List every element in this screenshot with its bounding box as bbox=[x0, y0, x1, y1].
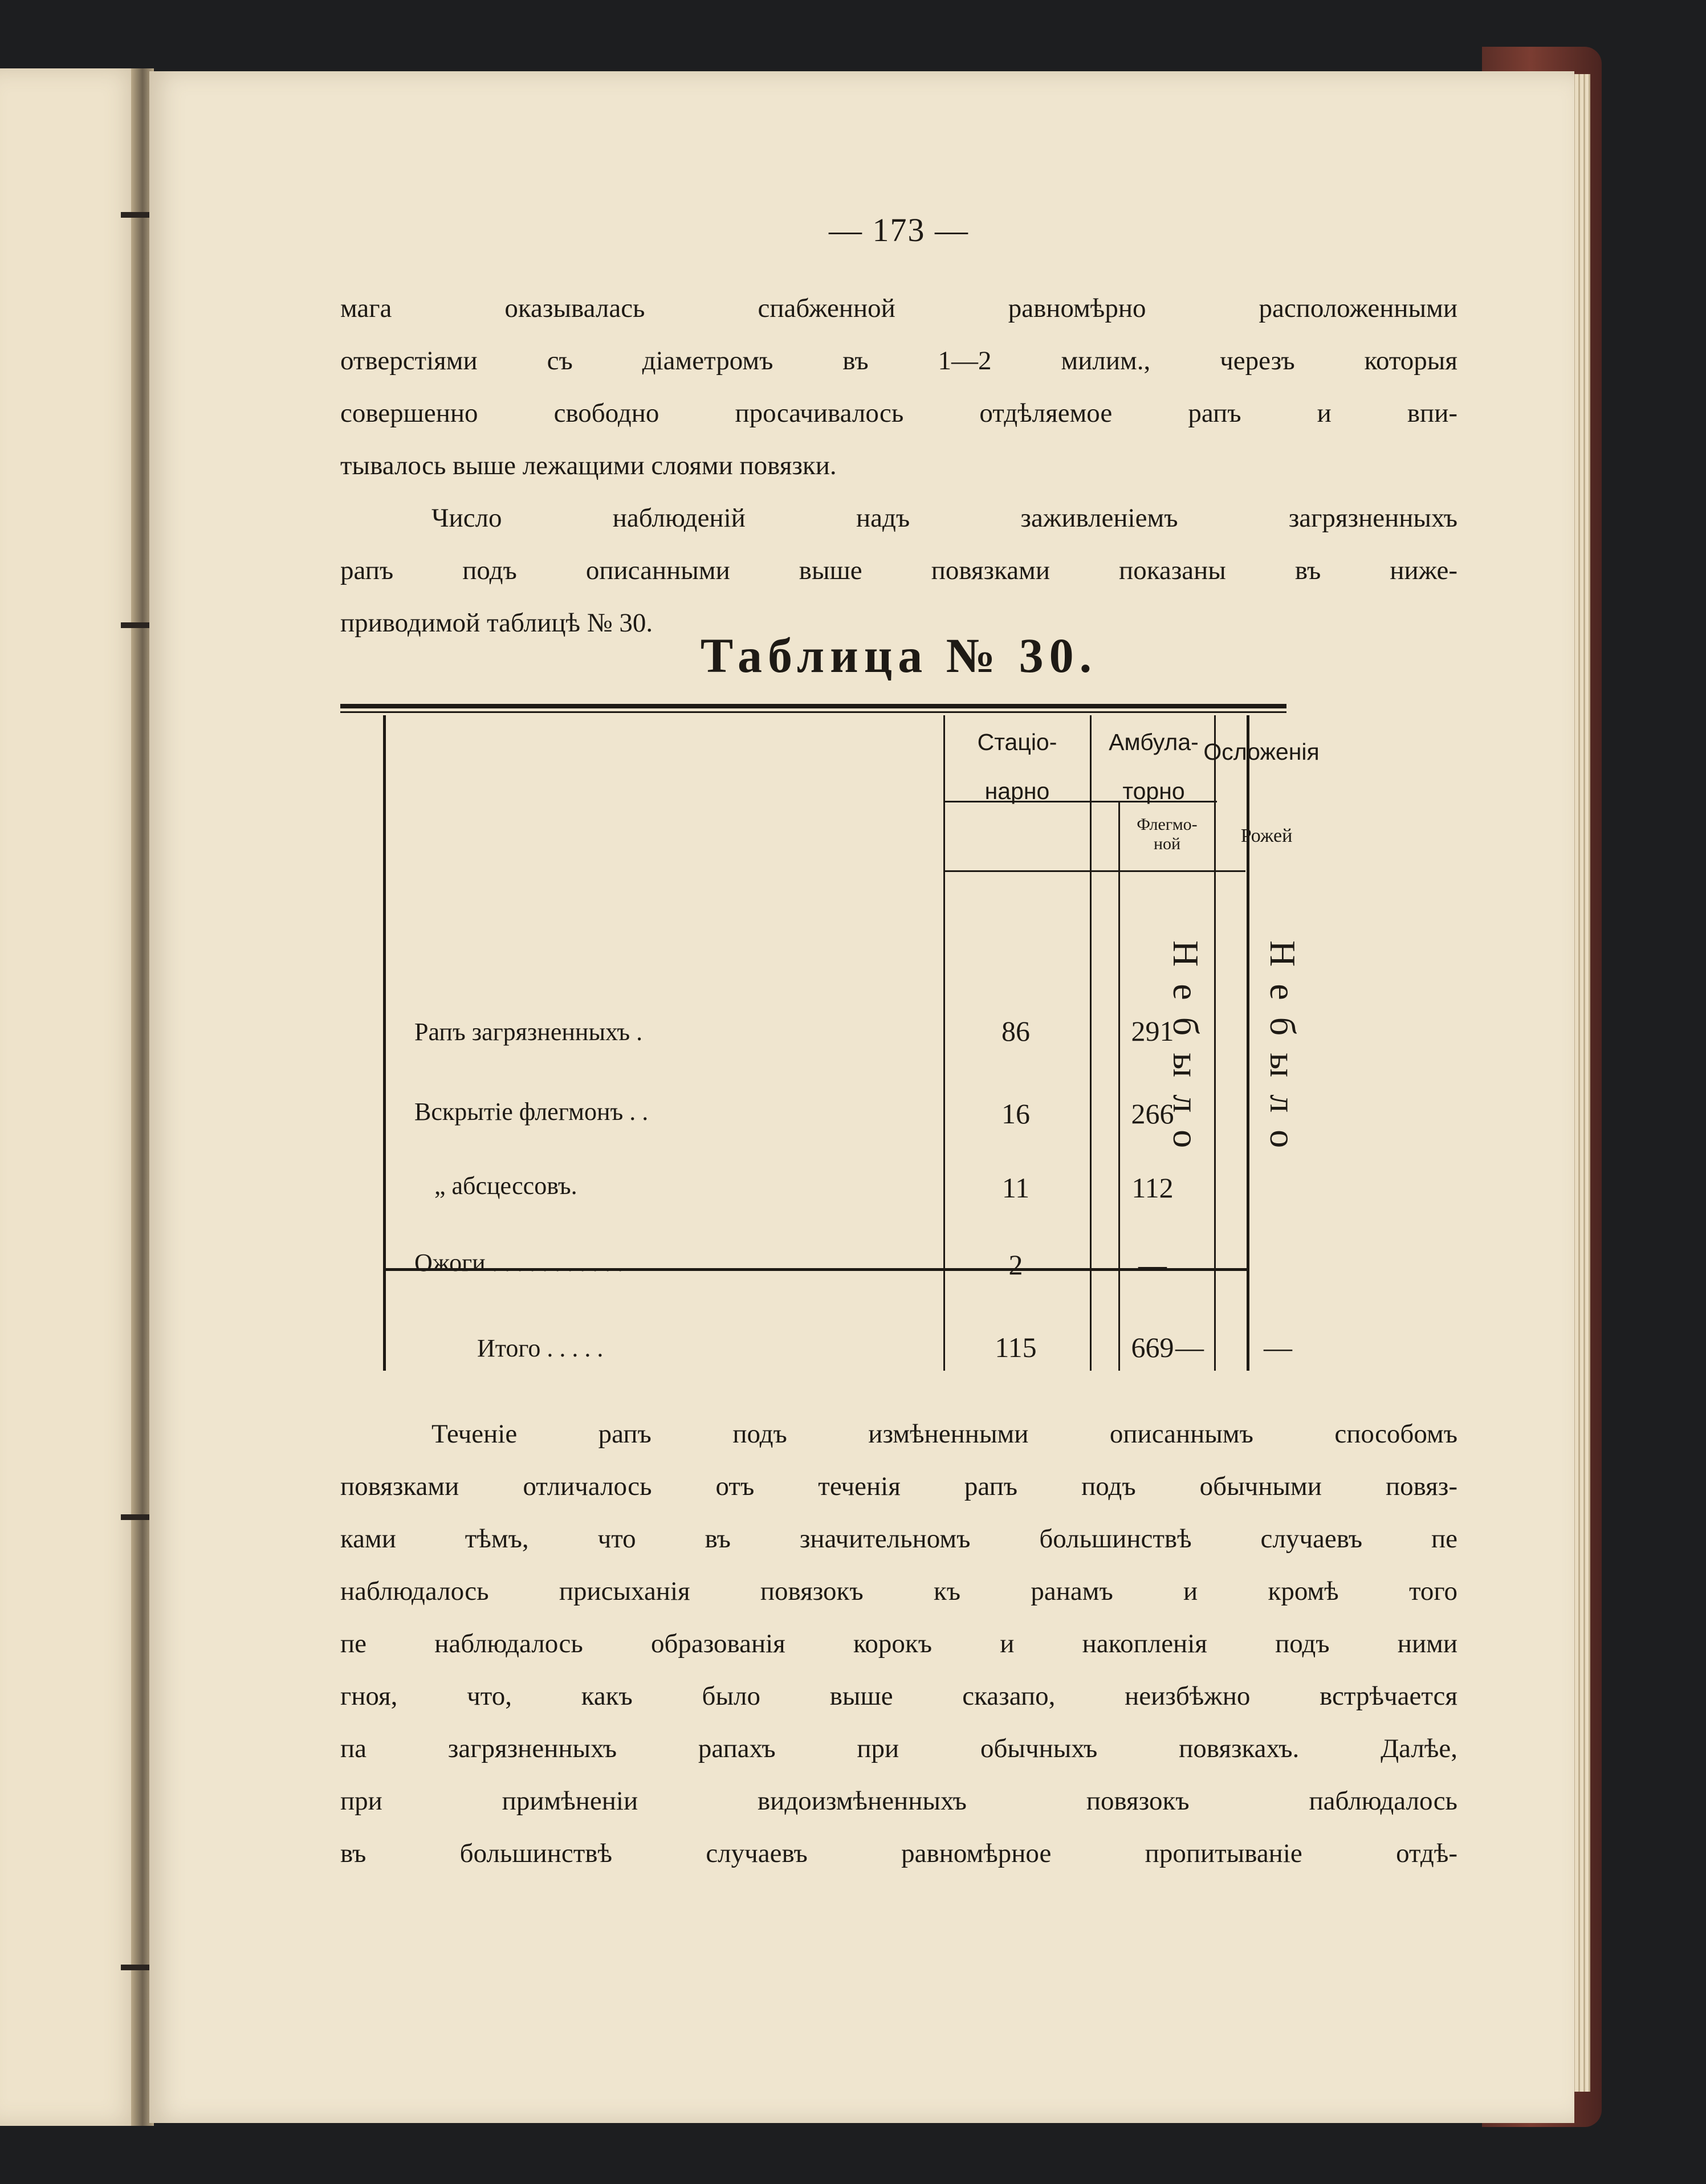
text-line: Число наблюденій надъ заживленіемъ загрязненныхъ bbox=[431, 503, 1457, 533]
column-divider bbox=[943, 715, 945, 1371]
total-label: Итого . . . . . bbox=[477, 1334, 604, 1362]
column-divider bbox=[1090, 715, 1092, 1371]
right-page bbox=[149, 71, 1574, 2123]
text-line: повязками отличалось отъ теченія рапъ подъ обычными повяз- bbox=[340, 1472, 1457, 1501]
text-line: приводимой таблицѣ № 30. bbox=[340, 608, 653, 638]
cell-ambulatory: 112 bbox=[1131, 1172, 1174, 1204]
table-top-rule bbox=[340, 711, 1286, 713]
cell-stationary: 11 bbox=[1001, 1172, 1030, 1204]
cell-ambulatory: — bbox=[1138, 1249, 1167, 1281]
paragraph-1 bbox=[340, 282, 1457, 649]
row-label: Ожоги . . . . . . . . . . . bbox=[414, 1249, 624, 1277]
row-label: „ абсцессовъ. bbox=[434, 1172, 577, 1200]
total-erysipelas: — bbox=[1264, 1331, 1292, 1363]
header-text: нарно bbox=[984, 778, 1050, 804]
text-line: Теченіе рапъ подъ измѣненными описаннымъ способомъ bbox=[431, 1419, 1457, 1449]
text-line: пе наблюдалось образованія корокъ и накопленія подъ ними bbox=[340, 1629, 1457, 1659]
header-erysipelas: Рожей bbox=[1240, 825, 1293, 846]
header-stationary bbox=[944, 726, 1090, 808]
text-line: тывалось выше лежащими слоями повязки. bbox=[340, 451, 837, 480]
header-text: Флегмо- bbox=[1137, 815, 1198, 834]
table-top-rule bbox=[340, 704, 1286, 708]
paragraph-2 bbox=[340, 1408, 1457, 1880]
text-line: ками тѣмъ, что въ значительномъ большинствѣ случаевъ пе bbox=[340, 1524, 1457, 1554]
cell-ambulatory: 291 bbox=[1131, 1015, 1174, 1047]
row-label: Рапъ загрязненныхъ . bbox=[414, 1018, 643, 1046]
header-text: Стаціо- bbox=[977, 729, 1057, 755]
cell-stationary: 2 bbox=[1008, 1249, 1023, 1281]
total-stationary: 115 bbox=[995, 1331, 1037, 1363]
text-line: отверстіями съ діаметромъ въ 1—2 милим., черезъ которыя bbox=[340, 346, 1457, 376]
header-complications: Осложенія bbox=[1203, 739, 1320, 765]
cell-ambulatory: 266 bbox=[1131, 1098, 1174, 1130]
text-line: совершенно свободно просачивалось отдѣляемое рапъ и впи- bbox=[340, 398, 1457, 428]
vertical-note-erysipelas: Небыло bbox=[1263, 940, 1303, 1166]
header-text: Амбула- bbox=[1109, 729, 1199, 755]
header-text: торно bbox=[1122, 778, 1185, 804]
header-phlegmon bbox=[1120, 815, 1214, 854]
text-line: гноя, что, какъ было выше сказапо, неизбѣжно встрѣчается bbox=[340, 1681, 1457, 1711]
row-label: Вскрытіе флегмонъ . . bbox=[414, 1098, 649, 1126]
column-divider bbox=[1118, 801, 1120, 1371]
total-ambulatory: 669 bbox=[1131, 1331, 1174, 1363]
text-line: рапъ подъ описанными выше повязками показаны въ ниже- bbox=[340, 556, 1457, 585]
left-page bbox=[0, 68, 145, 2126]
table-border-left bbox=[383, 715, 386, 1371]
table-border-right bbox=[1247, 715, 1249, 1371]
header-bottom bbox=[943, 870, 1245, 872]
total-phlegmon: — bbox=[1175, 1331, 1204, 1363]
text-line: въ большинствѣ случаевъ равномѣрное пропитываніе отдѣ- bbox=[340, 1839, 1457, 1868]
text-line: мага оказывалась спабженной равномѣрно расположенными bbox=[340, 294, 1457, 323]
cell-stationary: 16 bbox=[1001, 1098, 1030, 1130]
table-title: Таблица № 30. bbox=[700, 628, 1098, 683]
page-number: — 173 — bbox=[829, 211, 969, 248]
text-line: наблюдалось присыханія повязокъ къ ранамъ и кромѣ того bbox=[340, 1576, 1457, 1606]
cell-stationary: 86 bbox=[1001, 1015, 1030, 1047]
vertical-note-phlegmon: Небыло bbox=[1166, 940, 1206, 1166]
header-text: ной bbox=[1153, 834, 1181, 853]
text-line: па загрязненныхъ рапахъ при обычныхъ повязкахъ. Далѣе, bbox=[340, 1734, 1457, 1763]
text-line: при примѣненіи видоизмѣненныхъ повязокъ паблюдалось bbox=[340, 1786, 1457, 1816]
column-divider bbox=[1214, 715, 1216, 1371]
